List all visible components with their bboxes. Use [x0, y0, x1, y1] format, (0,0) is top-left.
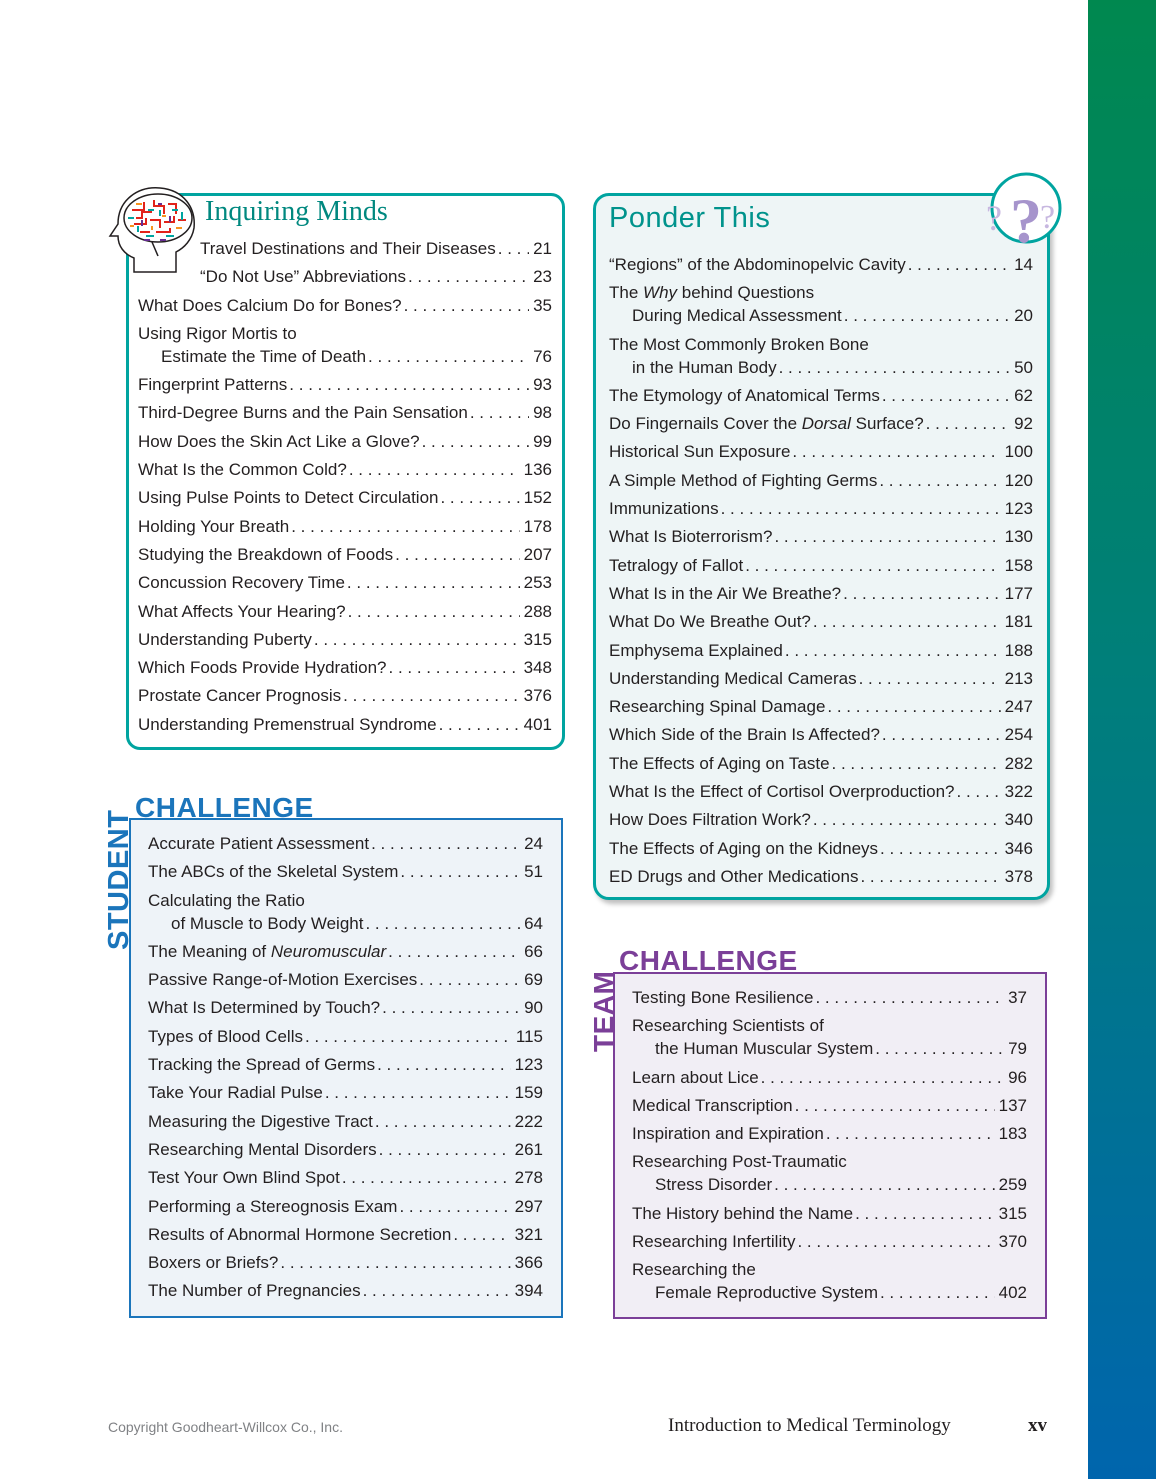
- entry-page: 123: [1004, 499, 1033, 519]
- entry-title-part: The Meaning of: [148, 941, 271, 961]
- leader-dots: [363, 1279, 511, 1302]
- entry-page: 346: [1004, 838, 1033, 858]
- leader-dots: [797, 1230, 994, 1253]
- entry-page: 51: [524, 862, 543, 882]
- entry-first-line: The Most Commonly Broken Bone: [609, 334, 869, 354]
- entry-page: 23: [533, 267, 552, 287]
- toc-entry: [609, 356, 1033, 379]
- entry-page: 79: [1008, 1039, 1027, 1059]
- toc-entry: [138, 486, 552, 509]
- toc-entry: [138, 401, 552, 424]
- entry-title: Prostate Cancer Prognosis: [138, 686, 342, 706]
- entry-title: ED Drugs and Other Medications: [609, 866, 859, 886]
- toc-entry-two-line: [632, 1150, 1027, 1196]
- entry-title: The Effects of Aging on the Kidneys: [609, 838, 879, 858]
- entry-title: Take Your Radial Pulse: [148, 1083, 323, 1103]
- toc-entry: [148, 1138, 543, 1161]
- entry-title-part: behind Questions: [677, 283, 815, 303]
- entry-page: 14: [1014, 255, 1033, 274]
- entry-first-line: Researching Scientists of: [632, 1016, 824, 1036]
- entry-title: What Is in the Air We Breathe?: [609, 583, 842, 603]
- leader-dots: [795, 1094, 995, 1117]
- entry-first-line: [609, 281, 1033, 304]
- entry-page: 92: [1014, 414, 1033, 434]
- entry-page: 21: [533, 239, 552, 258]
- leader-dots: [879, 469, 1000, 492]
- toc-entry: [632, 1066, 1027, 1089]
- entry-first-line: Using Rigor Mortis to: [138, 323, 297, 343]
- toc-entry: [138, 600, 552, 623]
- leader-dots: [498, 237, 529, 260]
- leader-dots: [785, 639, 1001, 662]
- entry-title: The Number of Pregnancies: [148, 1281, 361, 1301]
- leader-dots: [382, 996, 520, 1019]
- entry-title: How Does Filtration Work?: [609, 810, 811, 830]
- leader-dots: [826, 1122, 995, 1145]
- entry-title: Performing a Stereognosis Exam: [148, 1196, 398, 1216]
- leader-dots: [813, 808, 1001, 831]
- toc-entry: [148, 1166, 543, 1189]
- entry-title-part: Surface?: [850, 414, 924, 434]
- toc-entry: [148, 1053, 543, 1076]
- entry-title: Medical Transcription: [632, 1095, 793, 1115]
- entry-title-emphasis: Neuromuscular: [270, 941, 387, 961]
- entry-page: 259: [998, 1175, 1027, 1195]
- toc-entry: [609, 525, 1033, 548]
- entry-title: What Is the Effect of Cortisol Overproduction?: [609, 782, 955, 802]
- toc-entry: [632, 986, 1027, 1009]
- toc-entry: [609, 469, 1033, 492]
- toc-entry: [609, 723, 1033, 746]
- leader-dots: [875, 1037, 1004, 1060]
- entry-page: 254: [1004, 725, 1033, 745]
- entry-first-line: Calculating the Ratio: [148, 890, 305, 910]
- toc-entry: [138, 628, 552, 651]
- toc-entry: [148, 940, 543, 963]
- toc-entry: [609, 304, 1033, 327]
- leader-dots: [926, 412, 1010, 435]
- toc-entry: [148, 1081, 543, 1104]
- team-challenge-list: [632, 986, 1027, 1310]
- entry-page: 321: [514, 1224, 543, 1244]
- leader-dots: [289, 373, 529, 396]
- entry-title: Female Reproductive System: [655, 1283, 878, 1303]
- leader-dots: [368, 345, 529, 368]
- entry-title: Accurate Patient Assessment: [148, 834, 370, 853]
- leader-dots: [880, 1281, 995, 1304]
- entry-page: 130: [1004, 527, 1033, 547]
- entry-title: What Is Determined by Touch?: [148, 998, 381, 1018]
- entry-page: 297: [514, 1196, 543, 1216]
- leader-dots: [291, 515, 519, 538]
- entry-title: Understanding Puberty: [138, 629, 312, 649]
- toc-entry: [148, 1251, 543, 1274]
- entry-title: the Human Muscular System: [655, 1039, 874, 1059]
- toc-entry: [148, 1195, 543, 1218]
- leader-dots: [774, 525, 1000, 548]
- entry-title: “Do Not Use” Abbreviations: [200, 267, 406, 287]
- entry-page: 120: [1004, 470, 1033, 490]
- entry-title: Learn about Lice: [632, 1067, 759, 1087]
- leader-dots: [880, 837, 1001, 860]
- toc-entry: [148, 832, 543, 855]
- toc-entry: [609, 780, 1033, 803]
- student-vertical-label: STUDENT: [103, 809, 135, 950]
- entry-page: 35: [533, 295, 552, 315]
- entry-page: 177: [1004, 583, 1033, 603]
- entry-title: Concussion Recovery Time: [138, 573, 345, 593]
- toc-entry: [138, 684, 552, 707]
- entry-title: What Is Bioterrorism?: [609, 527, 773, 547]
- entry-page: 288: [523, 601, 552, 621]
- question-marks-icon: [980, 172, 1075, 252]
- entry-title: The Etymology of Anatomical Terms: [609, 385, 880, 405]
- entry-title: A Simple Method of Fighting Germs: [609, 470, 878, 490]
- entry-title: Studying the Breakdown of Foods: [138, 544, 394, 564]
- toc-entry: [609, 497, 1033, 520]
- entry-page: 402: [998, 1283, 1027, 1303]
- entry-title: Results of Abnormal Hormone Secretion: [148, 1224, 452, 1244]
- entry-title: in the Human Body: [632, 357, 777, 377]
- leader-dots: [843, 582, 1000, 605]
- entry-page: 247: [1004, 697, 1033, 717]
- entry-page: 64: [524, 913, 543, 933]
- leader-dots: [375, 1110, 511, 1133]
- entry-title: How Does the Skin Act Like a Glove?: [138, 431, 420, 451]
- entry-page: 20: [1014, 306, 1033, 326]
- toc-entry: [609, 695, 1033, 718]
- entry-title: of Muscle to Body Weight: [171, 913, 364, 933]
- toc-entry: [609, 667, 1033, 690]
- leader-dots: [379, 1138, 511, 1161]
- toc-entry: [632, 1173, 1027, 1196]
- toc-entry-two-line: [148, 889, 543, 935]
- entry-title: During Medical Assessment: [632, 306, 842, 326]
- leader-dots: [325, 1081, 511, 1104]
- leader-dots: [721, 497, 1001, 520]
- inquiring-minds-list: [138, 237, 552, 741]
- entry-title: Immunizations: [609, 499, 719, 519]
- entry-page: 62: [1014, 385, 1033, 405]
- leader-dots: [815, 986, 1004, 1009]
- entry-title-emphasis: Why: [643, 283, 678, 303]
- entry-title: Types of Blood Cells: [148, 1026, 303, 1046]
- toc-entry: [609, 253, 1033, 276]
- leader-dots: [832, 752, 1001, 775]
- entry-title: Inspiration and Expiration: [632, 1124, 824, 1144]
- entry-title: [148, 940, 386, 963]
- entry-title: What Is the Common Cold?: [138, 460, 347, 480]
- leader-dots: [440, 486, 519, 509]
- leader-dots: [395, 543, 519, 566]
- entry-title: What Affects Your Hearing?: [138, 601, 346, 621]
- entry-page: 394: [514, 1281, 543, 1301]
- entry-page: 340: [1004, 810, 1033, 830]
- leader-dots: [844, 304, 1010, 327]
- leader-dots: [371, 832, 520, 855]
- leader-dots: [419, 968, 520, 991]
- leader-dots: [349, 458, 520, 481]
- leader-dots: [342, 1166, 511, 1189]
- leader-dots: [792, 440, 1000, 463]
- entry-title: Which Side of the Brain Is Affected?: [609, 725, 880, 745]
- book-title: Introduction to Medical Terminology: [668, 1415, 951, 1436]
- svg-text:?: ?: [1040, 199, 1056, 236]
- entry-page: 183: [998, 1124, 1027, 1144]
- entry-title: Fingerprint Patterns: [138, 375, 288, 395]
- entry-page: 315: [998, 1203, 1027, 1223]
- entry-title: Understanding Medical Cameras: [609, 668, 857, 688]
- leader-dots: [908, 253, 1010, 276]
- entry-title: Estimate the Time of Death: [161, 346, 367, 366]
- entry-page: 98: [533, 403, 552, 423]
- toc-entry: [138, 543, 552, 566]
- leader-dots: [860, 865, 1000, 888]
- leader-dots: [280, 1251, 510, 1274]
- entry-page: 376: [523, 686, 552, 706]
- entry-title: Passive Range-of-Motion Exercises: [148, 970, 418, 990]
- toc-entry: [138, 713, 552, 736]
- toc-entry: [148, 1279, 543, 1302]
- toc-entry: [632, 1202, 1027, 1225]
- leader-dots: [957, 780, 1001, 803]
- entry-page: 348: [523, 658, 552, 678]
- entry-page: 137: [998, 1095, 1027, 1115]
- toc-entry: [148, 1025, 543, 1048]
- toc-entry: [609, 582, 1033, 605]
- entry-page: 115: [515, 1026, 543, 1046]
- toc-entry: [138, 265, 552, 288]
- toc-entry: [148, 860, 543, 883]
- copyright-text: Copyright Goodheart-Willcox Co., Inc.: [108, 1419, 343, 1435]
- entry-title: Which Foods Provide Hydration?: [138, 658, 387, 678]
- leader-dots: [343, 684, 519, 707]
- entry-page: 37: [1008, 988, 1027, 1007]
- entry-title-part: The: [609, 283, 644, 303]
- toc-entry: [138, 571, 552, 594]
- toc-entry: [632, 1281, 1027, 1304]
- leader-dots: [882, 723, 1001, 746]
- leader-dots: [388, 940, 520, 963]
- leader-dots: [365, 912, 520, 935]
- leader-dots: [827, 695, 1000, 718]
- entry-title: Using Pulse Points to Detect Circulation: [138, 488, 439, 508]
- svg-text:?: ?: [986, 198, 1002, 238]
- leader-dots: [389, 656, 520, 679]
- entry-page: 158: [1004, 555, 1033, 575]
- entry-title: Researching Spinal Damage: [609, 697, 826, 717]
- entry-page: 261: [514, 1139, 543, 1159]
- leader-dots: [882, 384, 1010, 407]
- entry-page: 213: [1004, 668, 1033, 688]
- entry-page: 99: [533, 431, 552, 451]
- toc-entry: [138, 345, 552, 368]
- entry-page: 123: [514, 1055, 543, 1075]
- page-number: xv: [1028, 1415, 1047, 1436]
- toc-entry: [138, 294, 552, 317]
- side-color-bar: [1088, 0, 1156, 1479]
- entry-title: Researching Infertility: [632, 1232, 796, 1252]
- entry-page: 207: [523, 544, 552, 564]
- toc-entry: [609, 440, 1033, 463]
- entry-page: 100: [1004, 442, 1033, 462]
- team-challenge-title: CHALLENGE: [619, 945, 798, 976]
- toc-entry: [138, 458, 552, 481]
- toc-entry: [138, 430, 552, 453]
- entry-page: 315: [523, 629, 552, 649]
- toc-entry: [609, 837, 1033, 860]
- toc-entry: [148, 912, 543, 935]
- leader-dots: [408, 265, 529, 288]
- leader-dots: [859, 667, 1001, 690]
- toc-entry: [148, 1110, 543, 1133]
- entry-title: What Do We Breathe Out?: [609, 612, 811, 632]
- entry-title: Testing Bone Resilience: [632, 988, 814, 1007]
- entry-title: Measuring the Digestive Tract: [148, 1111, 373, 1131]
- leader-dots: [400, 860, 520, 883]
- entry-title: Understanding Premenstrual Syndrome: [138, 714, 437, 734]
- toc-entry: [632, 1094, 1027, 1117]
- entry-title: The Effects of Aging on Taste: [609, 753, 830, 773]
- entry-title: Boxers or Briefs?: [148, 1253, 279, 1273]
- leader-dots: [422, 430, 529, 453]
- entry-page: 370: [998, 1232, 1027, 1252]
- entry-page: 136: [523, 460, 552, 480]
- entry-page: 76: [533, 346, 552, 366]
- entry-title: Tetralogy of Fallot: [609, 555, 744, 575]
- entry-page: 50: [1014, 357, 1033, 377]
- entry-title-emphasis: Dorsal: [801, 414, 851, 434]
- inquiring-minds-title: Inquiring Minds: [205, 196, 388, 227]
- toc-entry: [609, 412, 1033, 435]
- entry-title: Historical Sun Exposure: [609, 442, 791, 462]
- toc-entry-two-line: [632, 1258, 1027, 1304]
- svg-text:?: ?: [1010, 185, 1042, 252]
- toc-entry: [148, 968, 543, 991]
- entry-title: “Regions” of the Abdominopelvic Cavity: [609, 255, 906, 274]
- entry-title: The History behind the Name: [632, 1203, 854, 1223]
- toc-entry: [609, 808, 1033, 831]
- entry-title: Third-Degree Burns and the Pain Sensation: [138, 403, 468, 423]
- entry-page: 188: [1004, 640, 1033, 660]
- toc-entry: [609, 610, 1033, 633]
- entry-first-line: Researching the: [632, 1260, 756, 1280]
- entry-page: 178: [523, 516, 552, 536]
- entry-title: Emphysema Explained: [609, 640, 783, 660]
- entry-page: 181: [1004, 612, 1033, 632]
- leader-dots: [377, 1053, 511, 1076]
- leader-dots: [774, 1173, 994, 1196]
- entry-page: 378: [1004, 866, 1033, 886]
- leader-dots: [305, 1025, 512, 1048]
- entry-title: Tracking the Spread of Germs: [148, 1055, 376, 1075]
- toc-entry: [138, 656, 552, 679]
- toc-entry: [632, 1037, 1027, 1060]
- leader-dots: [761, 1066, 1004, 1089]
- toc-entry: [609, 639, 1033, 662]
- leader-dots: [813, 610, 1001, 633]
- toc-entry: [609, 384, 1033, 407]
- entry-page: 253: [523, 573, 552, 593]
- leader-dots: [348, 600, 520, 623]
- entry-page: 322: [1004, 782, 1033, 802]
- entry-page: 366: [514, 1253, 543, 1273]
- entry-title: What Does Calcium Do for Bones?: [138, 295, 402, 315]
- toc-entry: [632, 1230, 1027, 1253]
- entry-page: 96: [1008, 1067, 1027, 1087]
- student-challenge-list: [148, 832, 543, 1308]
- entry-title: The ABCs of the Skeletal System: [148, 862, 399, 882]
- team-vertical-label: TEAM: [588, 970, 619, 1052]
- entry-first-line: Researching Post-Traumatic: [632, 1152, 847, 1172]
- entry-page: 222: [514, 1111, 543, 1131]
- leader-dots: [470, 401, 529, 424]
- leader-dots: [347, 571, 520, 594]
- toc-entry: [138, 515, 552, 538]
- toc-entry-two-line: [632, 1014, 1027, 1060]
- toc-entry: [148, 1223, 543, 1246]
- entry-page: 401: [523, 714, 552, 734]
- toc-entry: [138, 237, 552, 260]
- entry-page: 152: [523, 488, 552, 508]
- toc-entry: [609, 752, 1033, 775]
- leader-dots: [745, 554, 1000, 577]
- leader-dots: [439, 713, 520, 736]
- toc-entry-two-line: [138, 322, 552, 368]
- entry-page: 93: [533, 375, 552, 395]
- ponder-this-title: Ponder This: [609, 202, 771, 234]
- entry-page: 69: [524, 970, 543, 990]
- toc-entry: [609, 554, 1033, 577]
- entry-page: 282: [1004, 753, 1033, 773]
- entry-page: 159: [514, 1083, 543, 1103]
- toc-entry-two-line: [609, 281, 1033, 327]
- toc-entry: [632, 1122, 1027, 1145]
- entry-title: Stress Disorder: [655, 1175, 773, 1195]
- toc-entry: [148, 996, 543, 1019]
- entry-title: Test Your Own Blind Spot: [148, 1168, 340, 1188]
- entry-title: Holding Your Breath: [138, 516, 290, 536]
- leader-dots: [404, 294, 529, 317]
- entry-title-part: Do Fingernails Cover the: [609, 414, 802, 434]
- toc-entry: [138, 373, 552, 396]
- entry-title: Researching Mental Disorders: [148, 1139, 377, 1159]
- leader-dots: [399, 1195, 510, 1218]
- leader-dots: [779, 356, 1010, 379]
- entry-page: 24: [524, 834, 543, 853]
- leader-dots: [855, 1202, 995, 1225]
- leader-dots: [314, 628, 520, 651]
- toc-entry: [609, 865, 1033, 888]
- leader-dots: [453, 1223, 510, 1246]
- entry-title: [609, 412, 924, 435]
- toc-entry-two-line: [609, 333, 1033, 379]
- entry-page: 90: [524, 998, 543, 1018]
- student-challenge-title: CHALLENGE: [135, 792, 314, 823]
- entry-title: Travel Destinations and Their Diseases: [200, 239, 496, 258]
- entry-page: 278: [514, 1168, 543, 1188]
- entry-page: 66: [524, 941, 543, 961]
- ponder-this-list: [609, 253, 1033, 893]
